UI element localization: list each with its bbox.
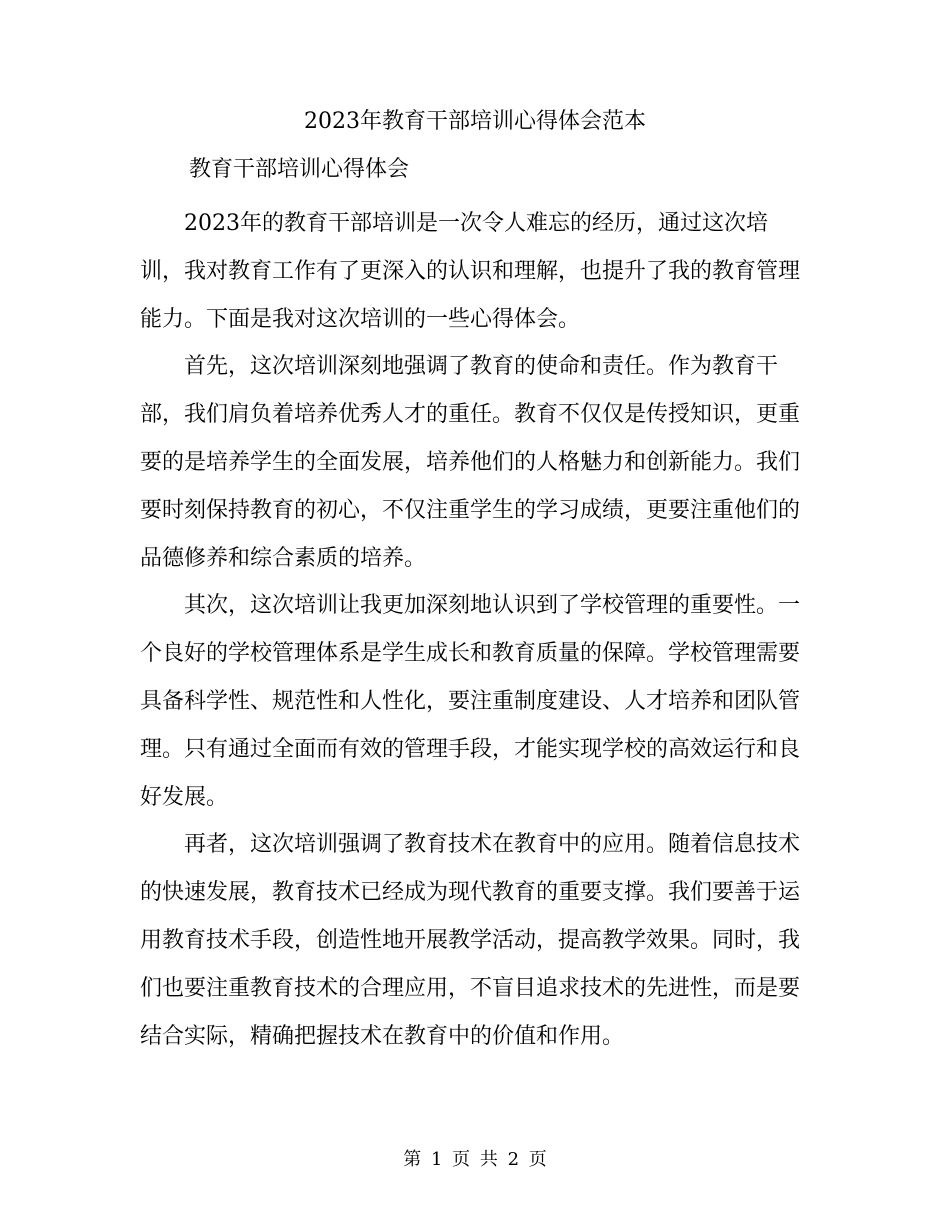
paragraph-second-point: 其次，这次培训让我更加深刻地认识到了学校管理的重要性。一个良好的学校管理体系是学生成长和教育质量的保障。学校管理需要具备科学性、规范性和人性化，要注重制度建设、人才培养和团队管理。只有通过全面而有效的管理手段，才能实现学校的高效运行和良好发展。: [140, 593, 801, 810]
paragraph-first-point: 首先，这次培训深刻地强调了教育的使命和责任。作为教育干部，我们肩负着培养优秀人才的重任。教育不仅仅是传授知识，更重要的是培养学生的全面发展，培养他们的人格魅力和创新能力。我们要时刻保持教育的初心，不仅注重学生的学习成绩，更要注重他们的品德修养和综合素质的培养。: [140, 354, 801, 571]
paragraph-intro: 2023年的教育干部培训是一次令人难忘的经历，通过这次培训，我对教育工作有了更深入的认识和理解，也提升了我的教育管理能力。下面是我对这次培训的一些心得体会。: [140, 211, 801, 332]
page-number-footer: 第 1 页 共 2 页: [403, 1149, 547, 1170]
document-subtitle: 教育干部培训心得体会: [189, 157, 410, 182]
page-title: 2023年教育干部培训心得体会范本: [304, 109, 646, 134]
document-body: [140, 200, 804, 1060]
paragraph-third-point: 再者，这次培训强调了教育技术在教育中的应用。随着信息技术的快速发展，教育技术已经成为现代教育的重要支撑。我们要善于运用教育技术手段，创造性地开展教学活动，提高教学效果。同时，我们也要注重教育技术的合理应用，不盲目追求技术的先进性，而是要结合实际，精确把握技术在教育中的价值和作用。: [140, 832, 801, 1049]
